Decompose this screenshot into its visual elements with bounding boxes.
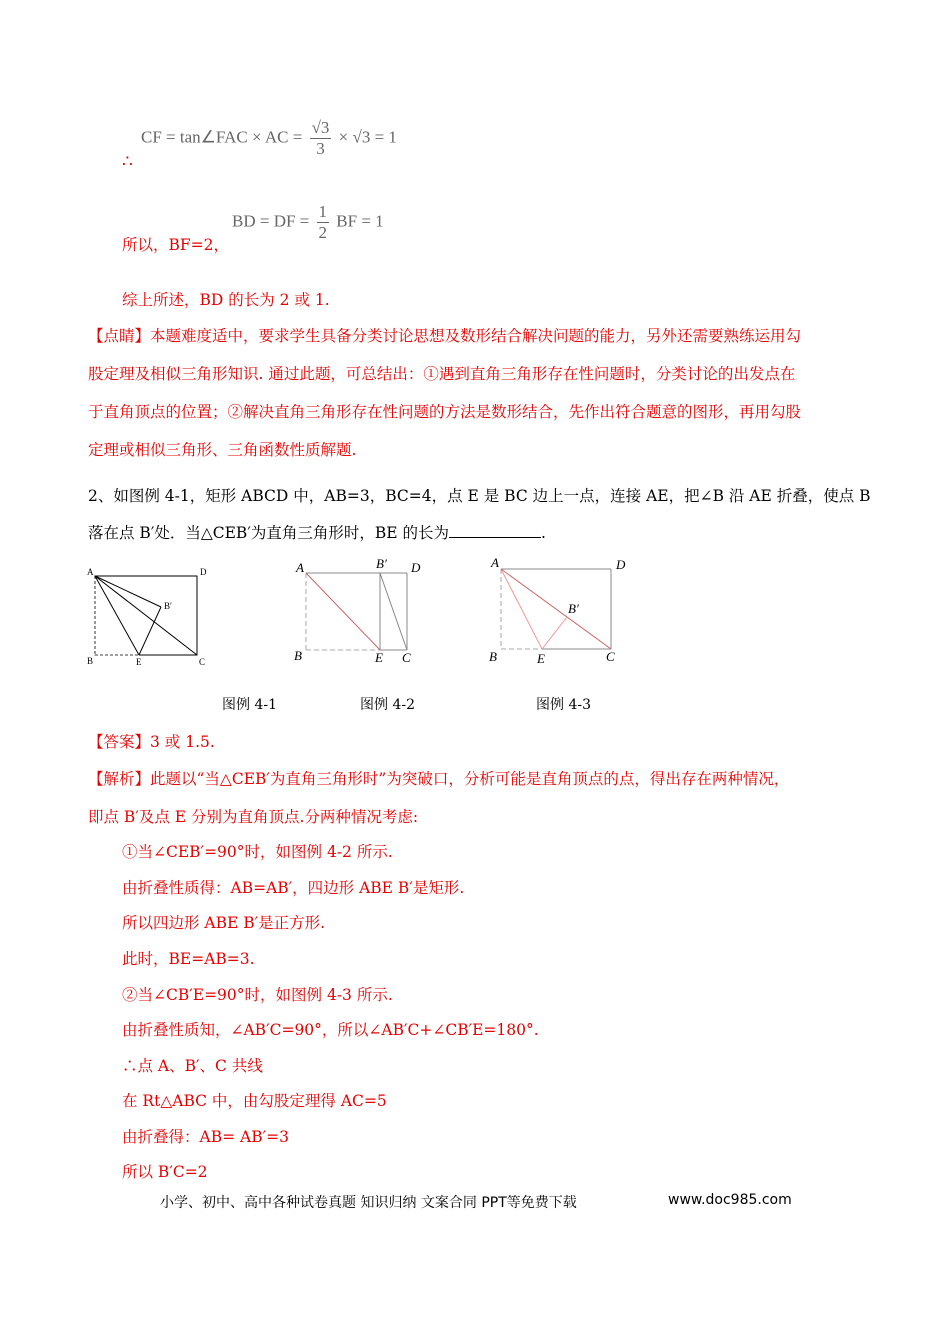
label-B: B xyxy=(87,656,94,666)
case-2-b: ∴点 A、B′、C 共线 xyxy=(122,1057,263,1075)
label-D: D xyxy=(200,567,207,577)
analysis-line-2: 即点 B′及点 E 分别为直角顶点.分两种情况考虑: xyxy=(88,808,419,826)
label-D: D xyxy=(616,557,626,572)
formula-bd-left: BD = DF = xyxy=(232,211,310,231)
label-Bprime: B′ xyxy=(164,601,172,611)
comment-line-2: 股定理及相似三角形知识. 通过此题，可总结出：①遇到直角三角形存在性问题时，分类讨论的出发点在 xyxy=(88,365,796,383)
fraction-sqrt3-over-3 xyxy=(310,118,332,159)
label-A: A xyxy=(296,560,304,575)
label-Bprime: B′ xyxy=(568,601,579,616)
case-1-c: 此时，BE=AB=3. xyxy=(122,950,255,968)
case-1: ①当∠CEB′=90°时，如图例 4-2 所示. xyxy=(122,843,393,861)
figure-4-2 xyxy=(290,555,430,670)
case-2-e: 所以 B′C=2 xyxy=(122,1163,208,1181)
footer-text: 小学、初中、高中各种试卷真题 知识归纳 文案合同 PPT等免费下载 xyxy=(160,1195,577,1211)
label-C: C xyxy=(606,649,615,664)
caption-4-1: 图例 4-1 xyxy=(222,697,277,713)
label-D: D xyxy=(411,560,421,575)
problem-line-1: 2、如图例 4-1，矩形 ABCD 中，AB=3，BC=4，点 E 是 BC 边上一点，连接 AE，把∠B 沿 AE 折叠，使点 B xyxy=(88,487,871,505)
therefore-symbol: ∴ xyxy=(122,152,133,172)
answer-line: 【答案】3 或 1.5. xyxy=(88,733,215,751)
formula-cf-left: CF = tan∠FAC × AC = xyxy=(141,127,303,147)
fraction-one-half xyxy=(317,202,330,243)
analysis-line-1: 【解析】此题以“当△CEB′为直角三角形时”为突破口，分析可能是直角顶点的点，得出存在两种情况， xyxy=(88,770,790,788)
formula-cf-right: × √3 = 1 xyxy=(338,127,397,147)
formula-cf xyxy=(141,118,397,159)
comment-line-4: 定理或相似三角形、三角函数性质解题. xyxy=(88,441,357,459)
label-B: B xyxy=(294,648,302,663)
formula-bd-right: BF = 1 xyxy=(336,211,384,231)
fraction-denominator: 3 xyxy=(316,139,325,158)
fraction-numerator: √3 xyxy=(311,118,330,137)
fraction-numerator: 1 xyxy=(318,202,328,221)
comment-line-3: 于直角顶点的位置；②解决直角三角形存在性问题的方法是数形结合，先作出符合题意的图形，再用勾股 xyxy=(88,403,802,421)
problem-line-2-end: . xyxy=(540,524,546,542)
caption-4-2: 图例 4-2 xyxy=(360,697,415,713)
figure-4-1 xyxy=(84,562,214,672)
suoyi-bf-line: 所以，BF=2， xyxy=(122,236,229,254)
case-1-b: 所以四边形 ABE B′是正方形. xyxy=(122,914,326,932)
problem-line-2 xyxy=(88,521,546,543)
case-1-a: 由折叠性质得：AB=AB′，四边形 ABE B′是矩形. xyxy=(122,879,465,897)
label-Bprime: B′ xyxy=(376,556,387,571)
formula-bd xyxy=(232,202,384,243)
label-E: E xyxy=(136,657,142,667)
label-C: C xyxy=(199,657,206,667)
problem-line-2-text: 落在点 B′处．当△CEB′为直角三角形时，BE 的长为 xyxy=(88,524,449,542)
label-A: A xyxy=(491,555,499,570)
case-2-d: 由折叠得：AB= AB′=3 xyxy=(122,1128,289,1146)
footer-link[interactable]: www.doc985.com xyxy=(668,1192,792,1208)
comment-line-1: 【点睛】本题难度适中，要求学生具备分类讨论思想及数形结合解决问题的能力，另外还需要熟练运用勾 xyxy=(88,327,802,345)
conclusion-line: 综上所述，BD 的长为 2 或 1. xyxy=(122,291,330,309)
figure-4-3 xyxy=(485,552,635,670)
caption-4-3: 图例 4-3 xyxy=(536,697,591,713)
label-B: B xyxy=(489,649,497,664)
label-C: C xyxy=(402,650,411,665)
label-A: A xyxy=(87,567,94,577)
case-2-c: 在 Rt△ABC 中，由勾股定理得 AC=5 xyxy=(122,1092,387,1110)
label-E: E xyxy=(375,650,383,665)
answer-blank xyxy=(449,523,541,538)
case-2-a: 由折叠性质知，∠AB′C=90°，所以∠AB′C+∠CB′E=180°. xyxy=(122,1021,539,1039)
case-2: ②当∠CB′E=90°时，如图例 4-3 所示. xyxy=(122,986,393,1004)
fraction-denominator: 2 xyxy=(318,223,328,242)
label-E: E xyxy=(537,651,545,666)
